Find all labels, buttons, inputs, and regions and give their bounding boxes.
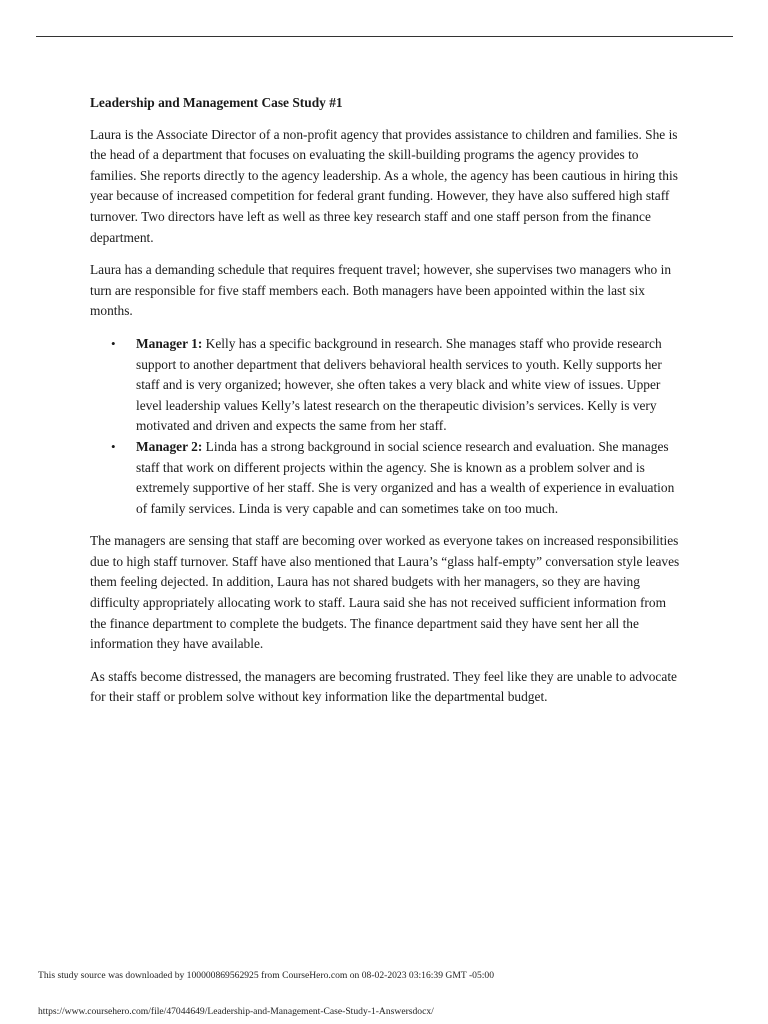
list-item-manager-2	[111, 437, 680, 519]
document-body	[90, 93, 680, 720]
list-item-manager-1	[111, 334, 680, 437]
bullet-label: Manager 2:	[136, 438, 203, 454]
paragraph-managers: The managers are sensing that staff are becoming over worked as everyone takes on increased responsibilities due to high staff turnover. Staff have also mentioned that Laura’s “glass half-empty” conversation style leaves them feeling dejected. In addition, Laura has not shared budgets with her managers, so they are having difficulty appropriately allocating work to staff. Laura said she has not received sufficient information from the finance department to complete the budgets. The finance department said they have sent her all the information they have available.	[90, 533, 680, 652]
bullet-label: Manager 1:	[136, 335, 203, 351]
paragraph-schedule: Laura has a demanding schedule that requires frequent travel; however, she supervises two managers who in turn are responsible for five staff members each. Both managers have been appointed within the last six months.	[90, 262, 672, 319]
bullet-icon: •	[111, 438, 116, 454]
download-note: This study source was downloaded by 100000869562925 from CourseHero.com on 08-02-2023 03:16:39 GMT -05:00	[38, 970, 495, 981]
document-title: Leadership and Management Case Study #1	[90, 95, 343, 110]
managers-list	[90, 334, 680, 519]
source-url: https://www.coursehero.com/file/47044649/Leadership-and-Management-Case-Study-1-Answersdocx/	[38, 1006, 434, 1017]
paragraph-intro: Laura is the Associate Director of a non-profit agency that provides assistance to children and families. She is the head of a department that focuses on evaluating the skill-building programs the agency provides to families. She reports directly to the agency leadership. As a whole, the agency has been cautious in hiring this year because of increased competition for federal grant funding. However, they have also suffered high staff turnover. Two directors have left as well as three key research staff and one staff person from the finance department.	[90, 126, 678, 245]
bullet-text: Kelly has a specific background in research. She manages staff who provide research support to another department that delivers behavioral health services to youth. Kelly supports her staff and is very organized; however, she often takes a very black and white view of issues. Upper level leadership values Kelly’s latest research on the therapeutic division’s services. Kelly is very motivated and driven and expects the same from her staff.	[136, 335, 662, 434]
bullet-text: Linda has a strong background in social science research and evaluation. She manages staff that work on different projects within the agency. She is known as a problem solver and is extremely supportive of her staff. She is very organized and has a wealth of experience in evaluation of family services. Linda is very capable and can sometimes take on too much.	[136, 438, 675, 516]
paragraph-conclusion: As staffs become distressed, the managers are becoming frustrated. They feel like they are unable to advocate for their staff or problem solve without key information like the departmental budget.	[90, 668, 677, 705]
bullet-icon: •	[111, 335, 116, 351]
header-divider	[36, 36, 733, 37]
